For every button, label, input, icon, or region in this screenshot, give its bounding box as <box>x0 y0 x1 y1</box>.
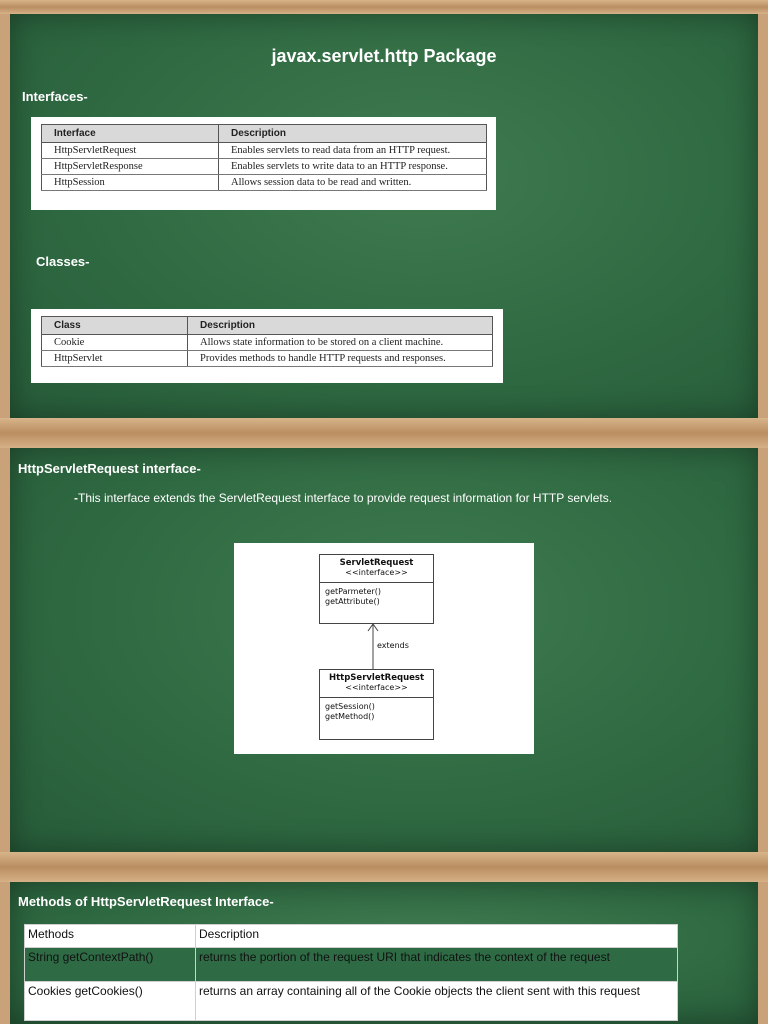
methods-heading: Methods of HttpServletRequest Interface- <box>18 894 274 909</box>
interfaces-table <box>41 124 487 191</box>
slide-1 <box>10 14 758 418</box>
extends-label: extends <box>377 641 409 650</box>
interfaces-heading: Interfaces- <box>22 89 88 104</box>
table-row <box>42 335 493 351</box>
class-name: HttpServletRequest <box>328 673 425 683</box>
method-name: getMethod() <box>325 712 375 721</box>
frame-top <box>0 0 768 14</box>
table-cell: Enables servlets to read data from an HTTP request. <box>219 143 487 159</box>
interfaces-table-card <box>31 117 496 210</box>
column-header: Methods <box>25 925 196 948</box>
table-header-row <box>25 925 678 948</box>
classes-table-card <box>31 309 503 383</box>
slide-3 <box>10 882 758 1024</box>
table-cell: Allows state information to be stored on a client machine. <box>188 335 493 351</box>
uml-diagram <box>234 543 534 754</box>
column-header: Description <box>219 125 487 143</box>
stereotype: <<interface>> <box>345 683 408 692</box>
frame-divider-2 <box>0 852 768 882</box>
frame-divider-1 <box>0 418 768 448</box>
method-name: getAttribute() <box>325 597 380 606</box>
httpservletrequest-box <box>319 669 434 740</box>
method-name: getSession() <box>325 702 375 711</box>
table-cell: returns the portion of the request URI that indicates the context of the request <box>196 948 678 982</box>
table-header-row <box>42 317 493 335</box>
request-interface-heading: HttpServletRequest interface- <box>18 461 201 476</box>
method-name: getParmeter() <box>325 587 381 596</box>
table-cell: HttpServlet <box>42 351 188 367</box>
slide-title: javax.servlet.http Package <box>271 46 497 66</box>
methods-table <box>24 924 678 1021</box>
table-cell: Cookies getCookies() <box>25 982 196 1021</box>
table-row <box>25 948 678 982</box>
table-cell: Cookie <box>42 335 188 351</box>
classes-heading: Classes- <box>36 254 90 269</box>
table-cell: Allows session data to be read and written. <box>219 175 487 191</box>
table-cell: String getContextPath() <box>25 948 196 982</box>
table-header-row <box>42 125 487 143</box>
column-header: Interface <box>42 125 219 143</box>
table-row <box>42 159 487 175</box>
column-header: Description <box>196 925 678 948</box>
table-cell: returns an array containing all of the Cookie objects the client sent with this request <box>196 982 678 1021</box>
table-cell: HttpServletRequest <box>42 143 219 159</box>
column-header: Class <box>42 317 188 335</box>
stereotype: <<interface>> <box>345 568 408 577</box>
bullet-dash: - <box>74 491 78 505</box>
table-row <box>42 143 487 159</box>
table-cell: HttpSession <box>42 175 219 191</box>
request-interface-description <box>74 491 612 505</box>
slide-2 <box>10 448 758 852</box>
table-row <box>42 175 487 191</box>
column-header: Description <box>188 317 493 335</box>
description-text: This interface extends the ServletRequest interface to provide request information for HTTP servlets. <box>78 491 613 505</box>
table-row <box>42 351 493 367</box>
class-name: ServletRequest <box>339 558 414 568</box>
table-cell: Provides methods to handle HTTP requests and responses. <box>188 351 493 367</box>
table-cell: HttpServletResponse <box>42 159 219 175</box>
table-cell: Enables servlets to write data to an HTTP response. <box>219 159 487 175</box>
classes-table <box>41 316 493 367</box>
table-row <box>25 982 678 1021</box>
